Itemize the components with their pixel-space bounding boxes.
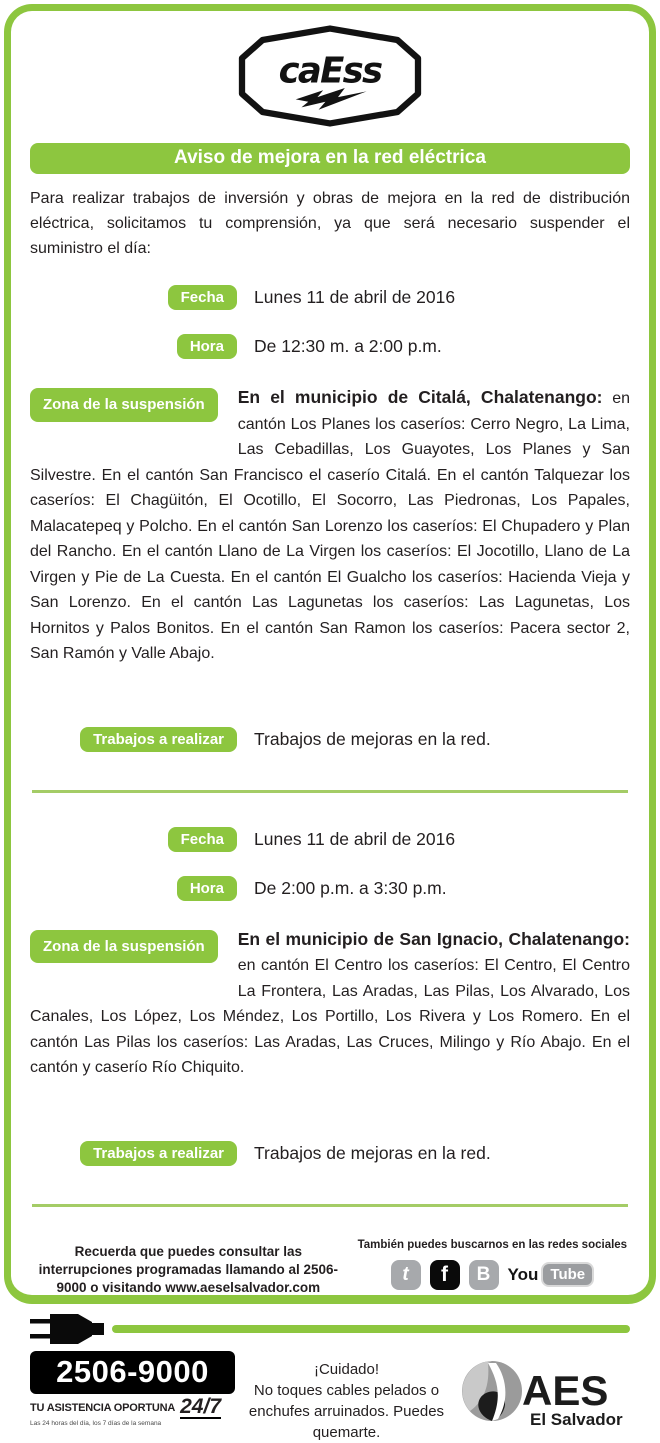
trabajos-badge: Trabajos a realizar: [80, 1141, 237, 1166]
assistance-block: [30, 1351, 235, 1427]
footer: [30, 1239, 630, 1297]
zona-badge: Zona de la suspensión: [30, 930, 218, 964]
banner-title: Aviso de mejora en la red eléctrica: [30, 143, 630, 174]
plug-icon: [30, 1311, 112, 1347]
fecha-row-2: [30, 827, 630, 852]
zona-block-2: [30, 927, 630, 1081]
phone-number: 2506-9000: [30, 1351, 235, 1394]
aes-sub-text: El Salvador: [530, 1409, 623, 1429]
hora-badge: Hora: [177, 334, 237, 359]
section-divider: [32, 790, 628, 793]
hora-row-1: [30, 334, 630, 359]
zona-title: En el municipio de San Ignacio, Chalatenango:: [237, 928, 630, 949]
trabajos-row-2: [30, 1141, 630, 1166]
social-column: [355, 1239, 630, 1290]
social-title: También puedes buscarnos en las redes sociales: [357, 1238, 628, 1251]
247-badge: 24/7: [180, 1394, 221, 1418]
youtube-you-text: You: [507, 1264, 539, 1284]
assistance-label: TU ASISTENCIA OPORTUNA: [30, 1401, 176, 1414]
fecha-value: Lunes 11 de abril de 2016: [254, 828, 456, 849]
caution-block: [245, 1351, 448, 1443]
zona-title: En el municipio de Citalá, Chalatenango:: [237, 387, 603, 407]
youtube-tube-text: Tube: [541, 1262, 594, 1287]
intro-paragraph: Para realizar trabajos de inversión y obras de mejora en la red de distribución eléctrica, solicitamos tu comprensión, ya que será necesario suspender el suministro el día:: [30, 190, 630, 257]
facebook-icon: f: [430, 1260, 460, 1290]
zona-body: en cantón Los Planes los caseríos: Cerro Negro, La Lima, Las Cebadillas, Los Guayotes, Los Planes y San Silvestre. En el cantón San Francisco el caserío Citalá. En el cantón Talquezar los caseríos: El Chagüitón, El Ocotillo, El Socorro, Las Piedronas, Los Papales, Malacatepeq y Polcho. En el cantón San Lorenzo los caseríos: El Chupadero y Plan del Rancho. En el cantón Llano de La Virgen los caseríos: El Jocotillo, Llano de La Virgen y Pie de La Cuesta. En el cantón El Gualcho los caseríos: Hacienda Vieja y San Lorenzo. En el cantón Las Lagunetas los caseríos: Las Lagunetas, Los Hornitos y Palos Bonitos. En el cantón San Ramon los caseríos: Pacera sector 2, San Ramón y Valle Abajo.: [30, 390, 630, 662]
trabajos-value: Trabajos de mejoras en la red.: [254, 728, 491, 749]
bottom-row: [30, 1351, 630, 1443]
hora-row-2: [30, 876, 630, 901]
cable-line: [112, 1325, 630, 1333]
zona-badge: Zona de la suspensión: [30, 388, 218, 422]
social-icons: [355, 1260, 630, 1290]
zona-block-1: [30, 385, 630, 667]
assistance-subtext: Las 24 horas del día, los 7 días de la semana: [30, 1419, 162, 1427]
caess-logo-icon: [225, 24, 435, 128]
youtube-icon: [508, 1262, 595, 1287]
aes-logo-icon: [458, 1355, 630, 1433]
hora-badge: Hora: [177, 876, 237, 901]
blogger-icon: B: [469, 1260, 499, 1290]
aes-name-text: AES: [522, 1366, 609, 1414]
plug-cable-row: [30, 1311, 630, 1347]
caess-logo-text: caEss: [278, 50, 382, 92]
hora-value: De 12:30 m. a 2:00 p.m.: [254, 336, 442, 356]
twitter-icon: t: [391, 1260, 421, 1290]
trabajos-row-1: [30, 727, 630, 752]
caution-body: No toques cables pelados o enchufes arruinados. Puedes quemarte.: [248, 1381, 445, 1441]
hora-value: De 2:00 p.m. a 3:30 p.m.: [254, 877, 447, 898]
fecha-row-1: [30, 285, 630, 310]
fecha-value: Lunes 11 de abril de 2016: [254, 287, 456, 307]
footer-divider: [32, 1204, 628, 1207]
caution-title: ¡Cuidado!: [313, 1360, 380, 1378]
fecha-badge: Fecha: [168, 827, 237, 852]
fecha-badge: Fecha: [168, 285, 237, 310]
trabajos-badge: Trabajos a realizar: [80, 727, 237, 752]
trabajos-value: Trabajos de mejoras en la red.: [254, 1142, 491, 1163]
zona-body: en cantón El Centro los caseríos: El Centro, El Centro La Frontera, Las Aradas, Las Pilas, Los Alvarado, Los Canales, Los López, Los Méndez, Los Portillo, Los Rivera y Los Romero. En el cantón Las Pilas los caseríos: Las Aradas, Las Cruces, Milingo y Río Abajo. En el cantón y caserío Río Chiquito.: [30, 957, 630, 1076]
caess-logo: [30, 24, 630, 133]
consult-text: Recuerda que puedes consultar las interrupciones programadas llamando al 2506-9000 o visitando www.aeselsalvador.com: [38, 1243, 338, 1295]
aes-logo: [458, 1351, 630, 1438]
